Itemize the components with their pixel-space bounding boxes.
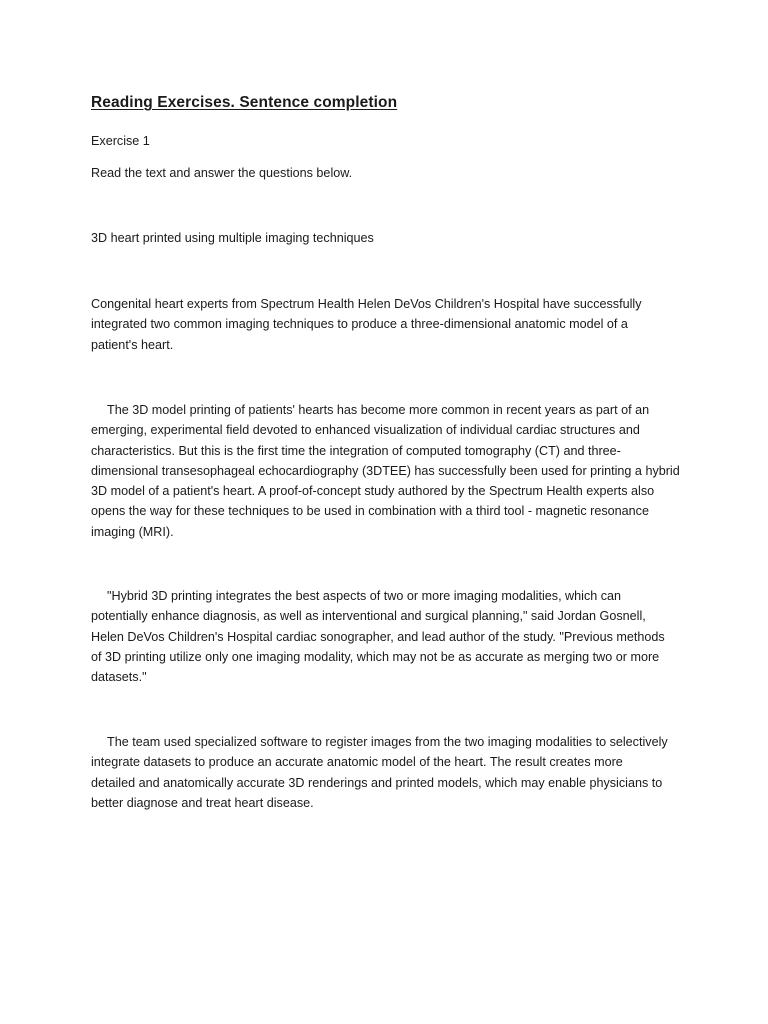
- paragraph-3: [91, 586, 691, 687]
- paragraph-line: imaging (MRI).: [91, 524, 174, 539]
- paragraph-4: [91, 732, 691, 813]
- paragraph-line: patient's heart.: [91, 337, 174, 352]
- instruction-text: Read the text and answer the questions below.: [91, 166, 353, 180]
- paragraph-line: Helen DeVos Children's Hospital cardiac sonographer, and lead author of the study. "Previous methods: [91, 629, 665, 644]
- paragraph-line: potentially enhance diagnosis, as well as interventional and surgical planning," said Jordan Gosnell,: [91, 609, 646, 624]
- paragraph-line: datasets.": [91, 670, 147, 685]
- paragraph-line: integrate datasets to produce an accurate anatomic model of the heart. The result creates more: [91, 755, 623, 770]
- paragraph-line: better diagnose and treat heart disease.: [91, 795, 314, 810]
- paragraph-line: characteristics. But this is the first time the integration of computed tomography (CT) and three-: [91, 443, 621, 458]
- paragraph-line: emerging, experimental field devoted to enhanced visualization of individual cardiac structures and: [91, 423, 640, 438]
- paragraph-line-first: [91, 400, 691, 420]
- paragraph-line: integrated two common imaging techniques to produce a three-dimensional anatomic model of a: [91, 317, 628, 332]
- paragraph-line-first: [91, 586, 691, 606]
- document-heading: Reading Exercises. Sentence completion: [91, 94, 398, 111]
- paragraph-line: "Hybrid 3D printing integrates the best aspects of two or more imaging modalities, which can: [107, 589, 622, 603]
- paragraph-2: [91, 400, 691, 542]
- paragraph-line: dimensional transesophageal echocardiography (3DTEE) has successfully been used for printing a hybrid: [91, 463, 680, 478]
- paragraph-line-first: [91, 732, 691, 752]
- paragraph-line: The 3D model printing of patients' hearts has become more common in recent years as part of an: [107, 403, 650, 417]
- paragraph-line: of 3D printing utilize only one imaging modality, which may not be as accurate as merging two or more: [91, 649, 660, 664]
- exercise-label: Exercise 1: [91, 134, 150, 148]
- paragraph-line: opens the way for these techniques to be used in combination with a third tool - magnetic resonance: [91, 504, 649, 519]
- article-title: 3D heart printed using multiple imaging techniques: [91, 231, 374, 245]
- paragraph-line: detailed and anatomically accurate 3D renderings and printed models, which may enable physicians to: [91, 775, 663, 790]
- paragraph-line: 3D model of a patient's heart. A proof-of-concept study authored by the Spectrum Health experts also: [91, 484, 655, 499]
- paragraph-1: [91, 294, 691, 355]
- paragraph-line: Congenital heart experts from Spectrum Health Helen DeVos Children's Hospital have successfully: [91, 297, 642, 311]
- paragraph-line: The team used specialized software to register images from the two imaging modalities to selectively: [107, 735, 668, 749]
